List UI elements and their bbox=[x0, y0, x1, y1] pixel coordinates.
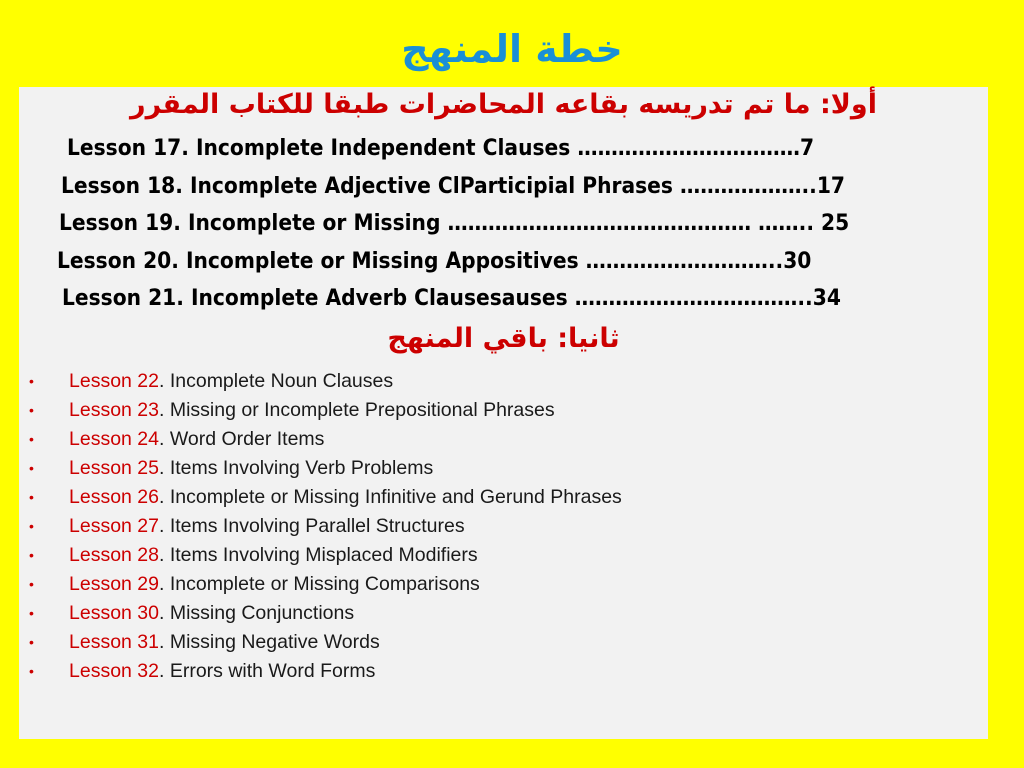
lesson-ref: Lesson 23 bbox=[69, 399, 159, 421]
bullet-icon: • bbox=[29, 576, 34, 592]
lesson-title: . Missing Negative Words bbox=[159, 631, 380, 653]
section-heading-taught: أولا: ما تم تدريسه بقاعه المحاضرات طبقا للكتاب المقرر bbox=[130, 89, 877, 120]
lesson-ref: Lesson 24 bbox=[69, 428, 159, 450]
lesson-title: . Incomplete or Missing Infinitive and Gerund Phrases bbox=[159, 486, 622, 508]
lesson-title: . Incomplete Noun Clauses bbox=[159, 370, 394, 392]
lesson-title: . Items Involving Verb Problems bbox=[159, 457, 434, 479]
lesson-title: . Word Order Items bbox=[159, 428, 325, 450]
lesson-title: . Missing or Incomplete Prepositional Phrases bbox=[159, 399, 555, 421]
lesson-line-20: Lesson 20. Incomplete or Missing Appositives ………………………..30 bbox=[57, 249, 812, 274]
page-title: خطة المنهج bbox=[401, 27, 623, 71]
lesson-line-17: Lesson 17. Incomplete Independent Clauses ……………………………7 bbox=[67, 136, 815, 161]
bullet-icon: • bbox=[29, 605, 34, 621]
lesson-ref: Lesson 27 bbox=[69, 515, 159, 537]
lesson-title: . Errors with Word Forms bbox=[159, 660, 376, 682]
lesson-ref: Lesson 31 bbox=[69, 631, 159, 653]
lesson-ref: Lesson 28 bbox=[69, 544, 159, 566]
lesson-line-21: Lesson 21. Incomplete Adverb Clausesauses ……………………………..34 bbox=[62, 286, 841, 311]
lesson-title: . Missing Conjunctions bbox=[159, 602, 355, 624]
lesson-ref: Lesson 32 bbox=[69, 660, 159, 682]
bullet-icon: • bbox=[29, 373, 34, 389]
bullet-icon: • bbox=[29, 663, 34, 679]
bullet-icon: • bbox=[29, 460, 34, 476]
bullet-icon: • bbox=[29, 489, 34, 505]
lesson-ref: Lesson 26 bbox=[69, 486, 159, 508]
lesson-ref: Lesson 29 bbox=[69, 573, 159, 595]
lesson-title: . Items Involving Parallel Structures bbox=[159, 515, 465, 537]
bullet-icon: • bbox=[29, 634, 34, 650]
lesson-title: . Incomplete or Missing Comparisons bbox=[159, 573, 480, 595]
bullet-icon: • bbox=[29, 402, 34, 418]
bullet-icon: • bbox=[29, 547, 34, 563]
lesson-line-19: Lesson 19. Incomplete or Missing ……………………………………… …….. 25 bbox=[59, 211, 850, 236]
lesson-ref: Lesson 25 bbox=[69, 457, 159, 479]
lesson-title: . Items Involving Misplaced Modifiers bbox=[159, 544, 478, 566]
bullet-icon: • bbox=[29, 431, 34, 447]
lesson-line-18: Lesson 18. Incomplete Adjective ClParticipial Phrases ………………..17 bbox=[61, 174, 845, 199]
section-heading-remaining: ثانيا: باقي المنهج bbox=[387, 323, 620, 354]
content-panel bbox=[19, 87, 988, 739]
bullet-icon: • bbox=[29, 518, 34, 534]
lesson-ref: Lesson 22 bbox=[69, 370, 159, 392]
lesson-ref: Lesson 30 bbox=[69, 602, 159, 624]
